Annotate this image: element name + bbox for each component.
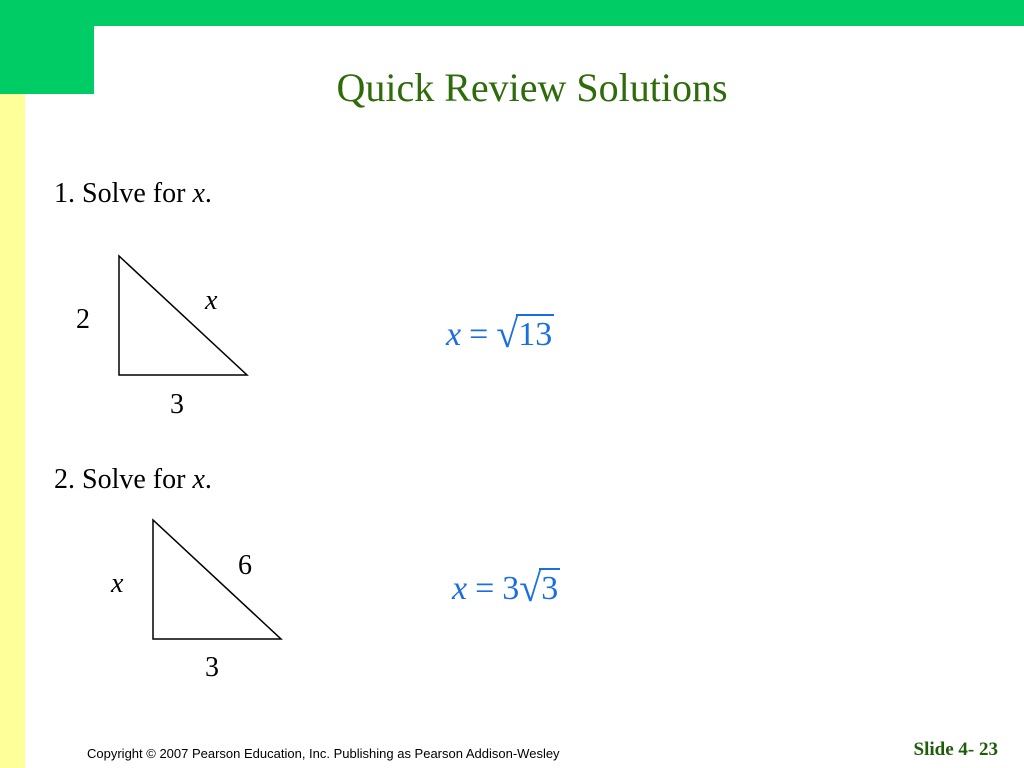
triangle-2 xyxy=(152,519,282,641)
problem-2-text: 2. Solve for xyxy=(54,464,193,495)
problem-2-variable: x xyxy=(192,464,205,495)
answer-2-coefficient: 3 xyxy=(502,570,520,607)
problem-2-prompt xyxy=(54,466,212,494)
slide-title: Quick Review Solutions xyxy=(336,65,728,110)
triangle-2-vertical-label: x xyxy=(111,568,124,599)
triangle-1-base-label: 3 xyxy=(170,389,184,420)
top-accent-bar xyxy=(0,0,1024,26)
answer-2-radicand: 3 xyxy=(541,570,559,607)
problem-1-text: 1. Solve for xyxy=(54,178,193,209)
answer-2-variable: x xyxy=(452,570,468,607)
problem-2-period: . xyxy=(204,464,212,495)
answer-1-sqrt xyxy=(496,311,554,356)
slide-number: Slide 4- 23 xyxy=(913,739,998,760)
sqrt-icon: √ xyxy=(519,565,542,610)
answer-2-sqrt xyxy=(519,565,560,610)
problem-1-variable: x xyxy=(192,178,205,209)
answer-1-equals: = xyxy=(469,316,489,353)
answer-1 xyxy=(446,311,554,356)
triangle-2-hypotenuse-label: 6 xyxy=(238,550,252,581)
triangle-1-vertical-label: 2 xyxy=(76,304,90,335)
sqrt-icon: √ xyxy=(496,311,519,356)
left-accent-bar xyxy=(0,0,25,768)
triangle-2-base-label: 3 xyxy=(205,652,219,683)
answer-1-radicand: 13 xyxy=(518,316,553,353)
answer-2 xyxy=(452,565,560,610)
answer-1-variable: x xyxy=(446,316,462,353)
problem-1-prompt xyxy=(54,180,212,208)
answer-2-equals: = xyxy=(475,570,495,607)
triangle-1-hypotenuse-label: x xyxy=(205,285,218,316)
copyright-footer: Copyright © 2007 Pearson Education, Inc. Publishing as Pearson Addison-Wesley xyxy=(87,746,560,761)
problem-1-period: . xyxy=(204,178,212,209)
triangle-1 xyxy=(118,255,248,377)
